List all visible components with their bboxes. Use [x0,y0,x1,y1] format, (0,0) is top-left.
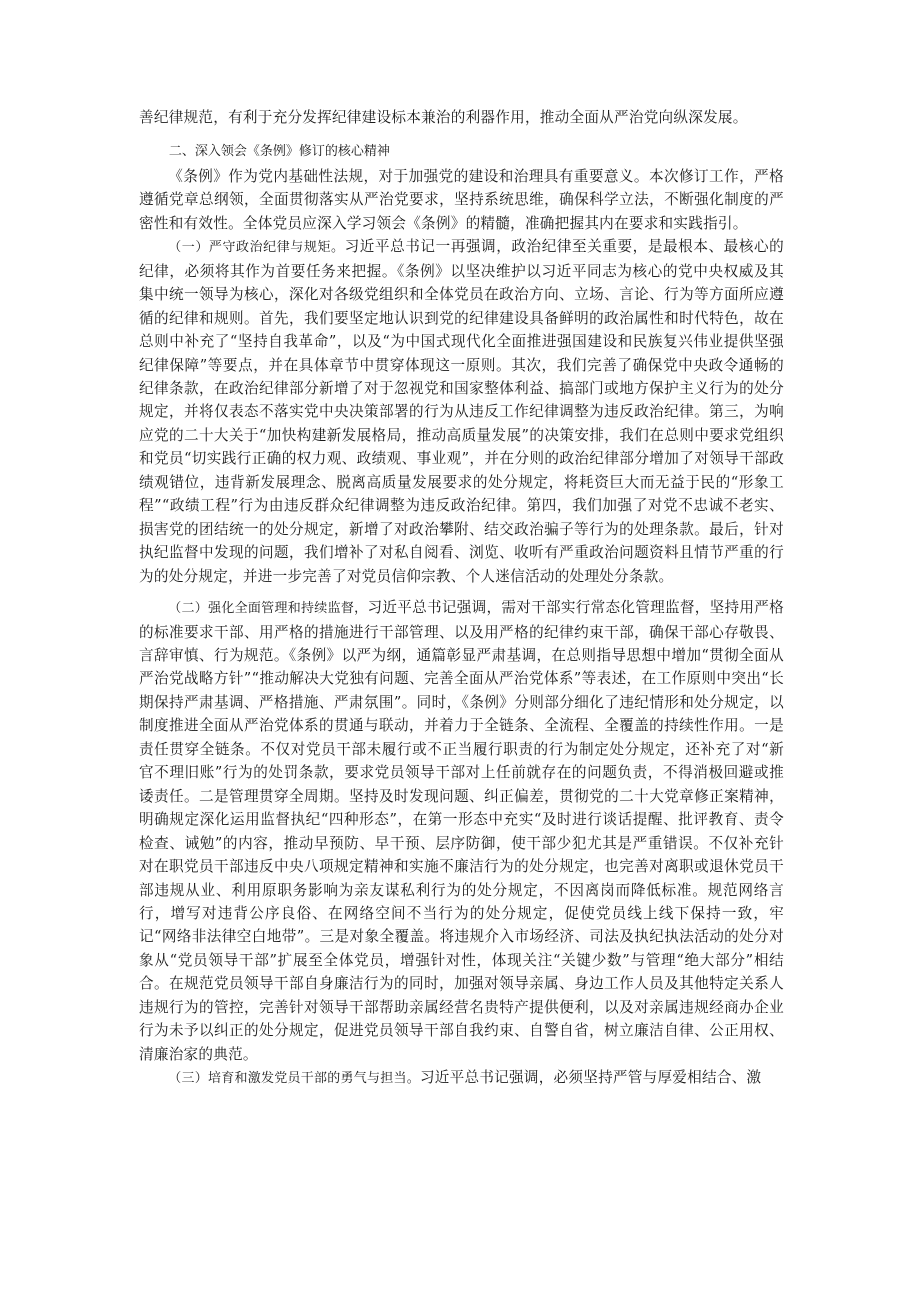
point-1-paragraph [139,235,784,588]
point-3-heading: （三）培育和激发党员干部的勇气与担当。 [168,1071,420,1087]
document-page [139,106,784,1091]
paragraph-gap [139,588,784,596]
point-3-body: 习近平总书记强调，必须坚持严管与厚爱相结合、激 [419,1069,762,1087]
lead-paragraph: 善纪律规范，有利于充分发挥纪律建设标本兼治的利器作用，推动全面从严治党向纵深发展。 [139,109,748,126]
point-2-body: 习近平总书记强调，需对干部实行常态化管理监督，坚持用严格的标准要求干部、用严格的措施进行干部管理、以及用严格的纪律约束干部，确保干部心存敬畏、言辞审慎、行为规范。《条例》以严为纲，通篇彰显严肃基调，在总则指导思想中增加“贯彻全面从严治党战略方针”“推动解决大党独有问题、完善全面从严治党体系”等表述，在工作原则中突出“长期保持严肃基调、严格措施、严肃氛围”。同时，《条例》分则部分细化了违纪情形和处分规定，以制度推进全面从严治党体系的贯通与联动，并着力于全链条、全流程、全覆盖的持续性作用。一是责任贯穿全链条。不仅对党员干部未履行或不正当履行职责的行为制定处分规定，还补充了对“新官不理旧账”行为的处罚条款，要求党员领导干部对上任前就存在的问题负责，不得消极回避或推诿责任。二是管理贯穿全周期。坚持及时发现问题、纠正偏差，贯彻党的二十大党章修正案精神，明确规定深化运用监督执纪“四种形态”，在第一形态中充实“及时进行谈话提醒、批评教育、责令检查、诫勉”的内容，推动早预防、早干预、层序防御，使干部少犯尤其是严重错误。不仅补充针对在职党员干部违反中央八项规定精神和实施不廉洁行为的处分规定，也完善对离职或退休党员干部违规从业、利用原职务影响为亲友谋私利行为的处分规定，不因离岗而降低标准。规范网络言行，增写对违背公序良俗、在网络空间不当行为的处分规定，促使党员线上线下保持一致，牢记“网络非法律空白地带”。三是对象全覆盖。将违规介入市场经济、司法及执纪执法活动的处分对象从“党员领导干部”扩展至全体党员，增强针对性，体现关注“关键少数”与管理“绝大部分”相结合。在规范党员领导干部自身廉洁行为的同时，加强对领导亲属、身边工作人员及其他特定关系人违规行为的管控，完善针对领导干部帮助亲属经营名贵特产提供便利，以及对亲属违规经商办企业行为未予以纠正的处分规定，促进党员领导干部自我约束、自警自省，树立廉洁自律、公正用权、清廉治家的典范。 [139,599,784,1063]
paragraph-gap [139,129,784,137]
point-1-heading: （一）严守政治纪律与规矩。 [168,240,345,256]
point-2-heading: （二）强化全面管理和持续监督， [168,601,368,617]
point-3-paragraph [139,1066,784,1090]
section-heading: 二、深入领会《条例》修订的核心精神 [168,144,390,160]
section-intro: 《条例》作为党内基础性法规，对于加强党的建设和治理具有重要意义。本次修订工作，严格遵循党章总纲领，全面贯彻落实从严治党要求，坚持系统思维，确保科学立法，不断强化制度的严密性和有效性。全体党员应深入学习领会《条例》的精髓，准确把握其内在要求和实践指引。 [139,167,784,232]
point-2-paragraph [139,596,784,1066]
point-1-body: 习近平总书记一再强调，政治纪律至关重要，是最根本、最核心的纪律，必须将其作为首要任务来把握。《条例》以坚决维护以习近平同志为核心的党中央权威及其集中统一领导为核心，深化对各级党组织和全体党员在政治方向、立场、言论、行为等方面所应遵循的纪律和规则。首先，我们要坚定地认识到党的纪律建设具备鲜明的政治属性和时代特色，故在总则中补充了“坚持自我革命”，以及“为中国式现代化全面推进强国建设和民族复兴伟业提供坚强纪律保障”等要点，并在具体章节中贯穿体现这一原则。其次，我们完善了确保党中央政令通畅的纪律条款，在政治纪律部分新增了对于忽视党和国家整体利益、搞部门或地方保护主义行为的处分规定，并将仅表态不落实党中央决策部署的行为从违反工作纪律调整为违反政治纪律。第三，为响应党的二十大关于“加快构建新发展格局，推动高质量发展”的决策安排，我们在总则中要求党组织和党员“切实践行正确的权力观、政绩观、事业观”，并在分则的政治纪律部分增加了对领导干部政绩观错位，违背新发展理念、脱离高质量发展要求的处分规定，将耗资巨大而无益于民的“形象工程”“政绩工程”行为由违反群众纪律调整为违反政治纪律。第四，我们加强了对党不忠诚不老实、损害党的团结统一的处分规定，新增了对政治攀附、结交政治骗子等行为的处理条款。最后，针对执纪监督中发现的问题，我们增补了对私自阅看、浏览、收听有严重政治问题资料且情节严重的行为的处分规定，并进一步完善了对党员信仰宗教、个人迷信活动的处理处分条款。 [139,238,784,585]
